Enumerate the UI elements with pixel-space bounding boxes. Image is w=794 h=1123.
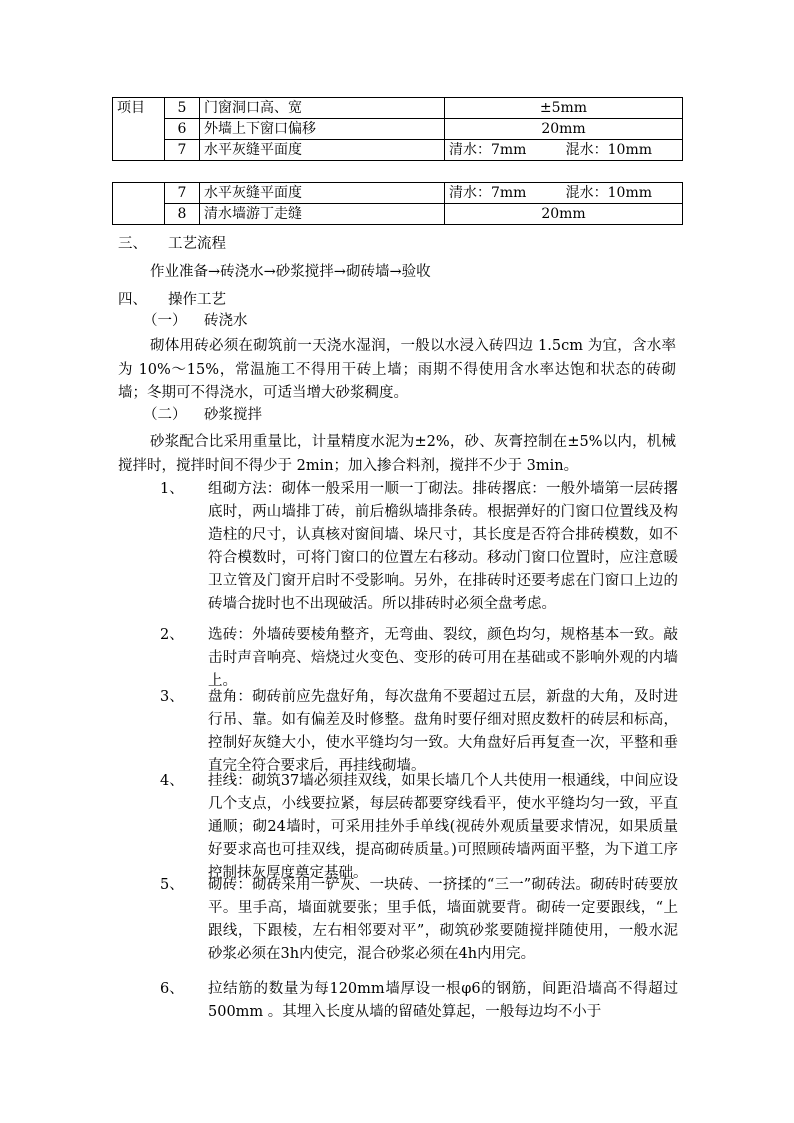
row-number: 5 xyxy=(165,98,200,119)
section-4-number: 四、 xyxy=(118,292,147,308)
row-value: ±5mm xyxy=(445,98,683,119)
paragraph-brick-watering: 砌体用砖必须在砌筑前一天浇水湿润，一般以水浸入砖四边 1.5cm 为宜，含水率为 10%～15%，常温施工不得用干砖上墙；雨期不得使用含水率达饱和状态的砖砌墙；冬期可不得浇水，可适当增大砂浆稠度。 xyxy=(118,338,676,401)
row-item: 水平灰缝平面度 xyxy=(200,140,445,161)
section-4-title: 操作工艺 xyxy=(168,292,226,308)
table-row xyxy=(113,204,683,225)
list-item-text: 砌砖：砌砖采用一铲灰、一块砖、一挤揉的“三一”砌砖法。砌砖时砖要放平。里手高，墙面就要张；里手低，墙面就要背。砌砖一定要跟线，“上跟线，下跟棱，左右相邻要对平”，砌筑砂浆要随搅拌随使用，一般水泥砂浆必须在3h内使完，混合砂浆必须在4h内用完。 xyxy=(208,877,678,962)
list-item-number: 6、 xyxy=(160,981,184,997)
value-mixed-water: 混水：10mm xyxy=(565,185,652,201)
subsection-2-number: （二） xyxy=(143,407,187,423)
row-item: 外墙上下窗口偏移 xyxy=(200,119,445,140)
paragraph-mortar-mixing: 砂浆配合比采用重量比，计量精度水泥为±2%，砂、灰膏控制在±5%以内，机械搅拌时，搅拌时间不得少于 2min；加入掺合料剂，搅拌不少于 3min。 xyxy=(118,434,676,474)
row-number: 8 xyxy=(165,204,200,225)
list-item-text: 选砖：外墙砖要棱角整齐，无弯曲、裂纹，颜色均匀，规格基本一致。敲击时声音响亮、焙烧过火变色、变形的砖可用在基础或不影响外观的内墙上。 xyxy=(208,627,678,689)
subsection-2-title: 砂浆搅拌 xyxy=(204,407,262,423)
list-item-number: 1、 xyxy=(160,481,184,497)
section-3-number: 三、 xyxy=(118,236,147,252)
list-item-number: 2、 xyxy=(160,627,184,643)
list-item-text: 挂线：砌筑37墙必须挂双线，如果长墙几个人共使用一根通线，中间应设几个支点，小线要拉紧，每层砖都要穿线看平，使水平缝均匀一致，平直通顺；砌24墙时，可采用挂外手单线(视砖外观质量要求情况，如果质量好要求高也可挂双线，提高砌砖质量。)可照顾砖墙两面平整，为下道工序控制抹灰厚度奠定基础。 xyxy=(208,773,678,881)
tolerance-table-2 xyxy=(112,182,683,225)
subsection-1-number: （一） xyxy=(143,313,187,329)
value-clear-water: 清水：7mm xyxy=(449,142,527,158)
section-3-title: 工艺流程 xyxy=(168,236,226,252)
row-item: 水平灰缝平面度 xyxy=(200,183,445,204)
table-row xyxy=(113,119,683,140)
table-row xyxy=(113,183,683,204)
row-value: 20mm xyxy=(445,204,683,225)
table-row xyxy=(113,98,683,119)
tolerance-table-1 xyxy=(112,97,683,161)
value-clear-water: 清水：7mm xyxy=(449,185,527,201)
row-value: 20mm xyxy=(445,119,683,140)
row-number: 7 xyxy=(165,140,200,161)
subsection-1-title: 砖浇水 xyxy=(204,313,248,329)
list-item-text: 盘角：砌砖前应先盘好角，每次盘角不要超过五层，新盘的大角，及时进行吊、靠。如有偏差及时修整。盘角时要仔细对照皮数杆的砖层和标高，控制好灰缝大小，使水平缝均匀一致。大角盘好后再复查一次，平整和垂直完全符合要求后，再挂线砌墙。 xyxy=(208,689,678,774)
category-cell xyxy=(113,183,165,225)
process-flow: 作业准备→砖浇水→砂浆搅拌→砌砖墙→验收 xyxy=(150,264,431,280)
list-item-number: 4、 xyxy=(160,773,184,789)
row-number: 6 xyxy=(165,119,200,140)
row-value xyxy=(445,183,683,204)
list-item-text: 组砌方法：砌体一般采用一顺一丁砌法。排砖撂底：一般外墙第一层砖撂底时，两山墙排丁砖，前后檐纵墙排条砖。根据弹好的门窗口位置线及构造柱的尺寸，认真核对窗间墙、垛尺寸，其长度是否符合排砖模数，如不符合模数时，可将门窗口的位置左右移动。移动门窗口位置时，应注意暖卫立管及门窗开启时不受影响。另外，在排砖时还要考虑在门窗口上边的砖墙合拢时也不出现破活。所以排砖时必须全盘考虑。 xyxy=(208,481,678,612)
row-value xyxy=(445,140,683,161)
list-item-number: 5、 xyxy=(160,877,184,893)
row-item: 清水墙游丁走缝 xyxy=(200,204,445,225)
row-item: 门窗洞口高、宽 xyxy=(200,98,445,119)
value-mixed-water: 混水：10mm xyxy=(565,142,652,158)
list-item-text: 拉结筋的数量为每120mm墙厚设一根φ6的钢筋，间距沿墙高不得超过500mm 。其埋入长度从墙的留碴处算起，一般每边均不小于 xyxy=(208,981,678,1020)
row-number: 7 xyxy=(165,183,200,204)
table-row xyxy=(113,140,683,161)
category-cell: 项目 xyxy=(113,98,165,161)
list-item-number: 3、 xyxy=(160,689,184,705)
